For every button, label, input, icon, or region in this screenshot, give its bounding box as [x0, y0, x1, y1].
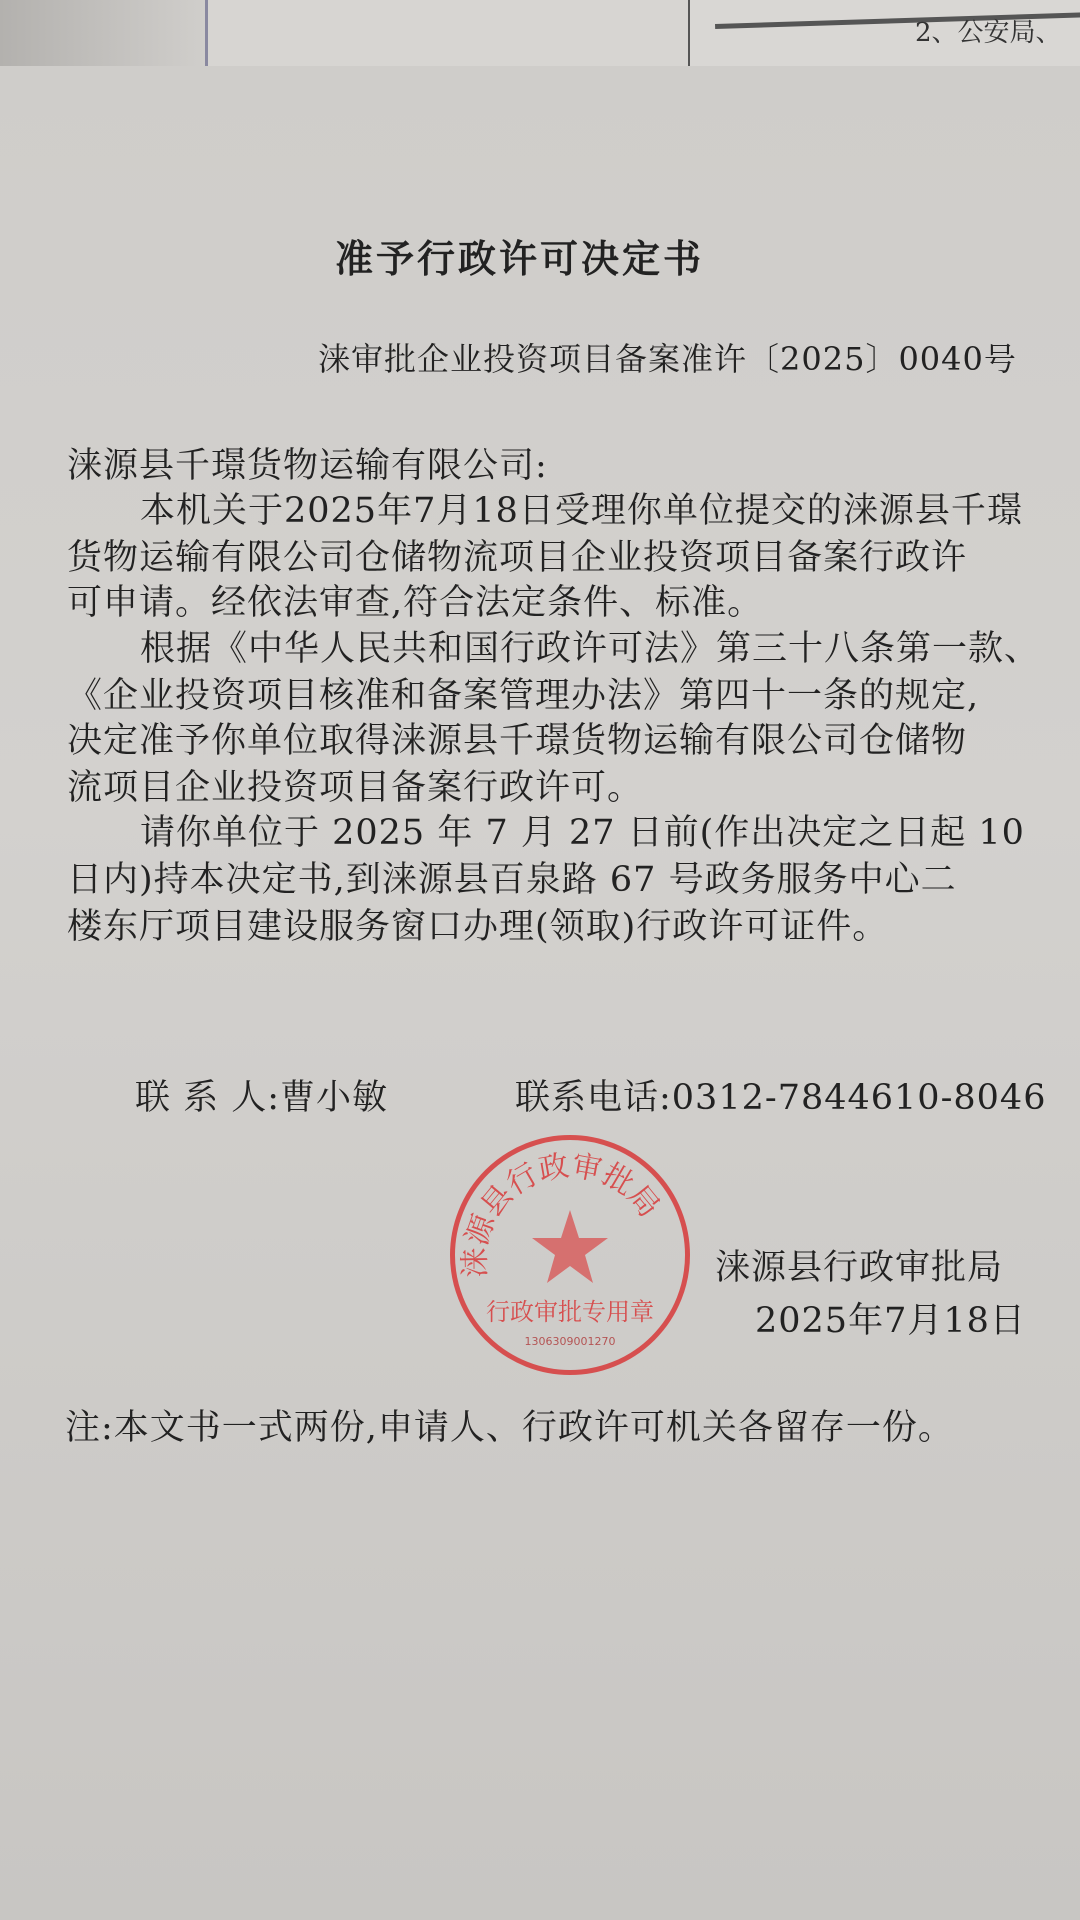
- document-title: 准予行政许可决定书: [335, 236, 705, 281]
- contact-phone: 联系电话:0312-7844610-8046: [515, 1078, 1047, 1118]
- issue-date: 2025年7月18日: [755, 1301, 1026, 1341]
- body-line: 可申请。经依法审查,符合法定条件、标准。: [67, 583, 764, 623]
- body-line: 《企业投资项目核准和备案管理办法》第四十一条的规定,: [67, 676, 980, 716]
- svg-text:涞源县行政审批局: 涞源县行政审批局: [457, 1148, 667, 1278]
- svg-text:1306309001270: 1306309001270: [524, 1335, 616, 1348]
- body-line: 楼东厅项目建设服务窗口办理(领取)行政许可证件。: [67, 907, 889, 947]
- addressee: 涞源县千璟货物运输有限公司:: [67, 446, 548, 486]
- body-line: 根据《中华人民共和国行政许可法》第三十八条第一款、: [140, 629, 1041, 669]
- svg-text:行政审批专用章: 行政审批专用章: [486, 1298, 654, 1326]
- body-line: 流项目企业投资项目备案行政许可。: [67, 768, 644, 808]
- body-line: 请你单位于 2025 年 7 月 27 日前(作出决定之日起 10: [140, 813, 1025, 853]
- body-line: 日内)持本决定书,到涞源县百泉路 67 号政务服务中心二: [67, 860, 957, 900]
- note: 注:本文书一式两份,申请人、行政许可机关各留存一份。: [65, 1408, 954, 1448]
- document-number: 涞审批企业投资项目备案准许〔2025〕0040号: [318, 340, 1017, 378]
- seal-graphic: [455, 1140, 685, 1370]
- body-line: 本机关于2025年7月18日受理你单位提交的涞源县千璟: [140, 491, 1023, 531]
- issuer-name: 涞源县行政审批局: [715, 1248, 1004, 1288]
- official-seal: [450, 1135, 690, 1375]
- body-line: 货物运输有限公司仓储物流项目企业投资项目备案行政许: [67, 538, 968, 578]
- contact-person: 联 系 人:曹小敏: [135, 1078, 389, 1118]
- background-paper-text: 2、公安局、: [915, 18, 1062, 48]
- body-line: 决定准予你单位取得涞源县千璟货物运输有限公司仓储物: [67, 721, 968, 761]
